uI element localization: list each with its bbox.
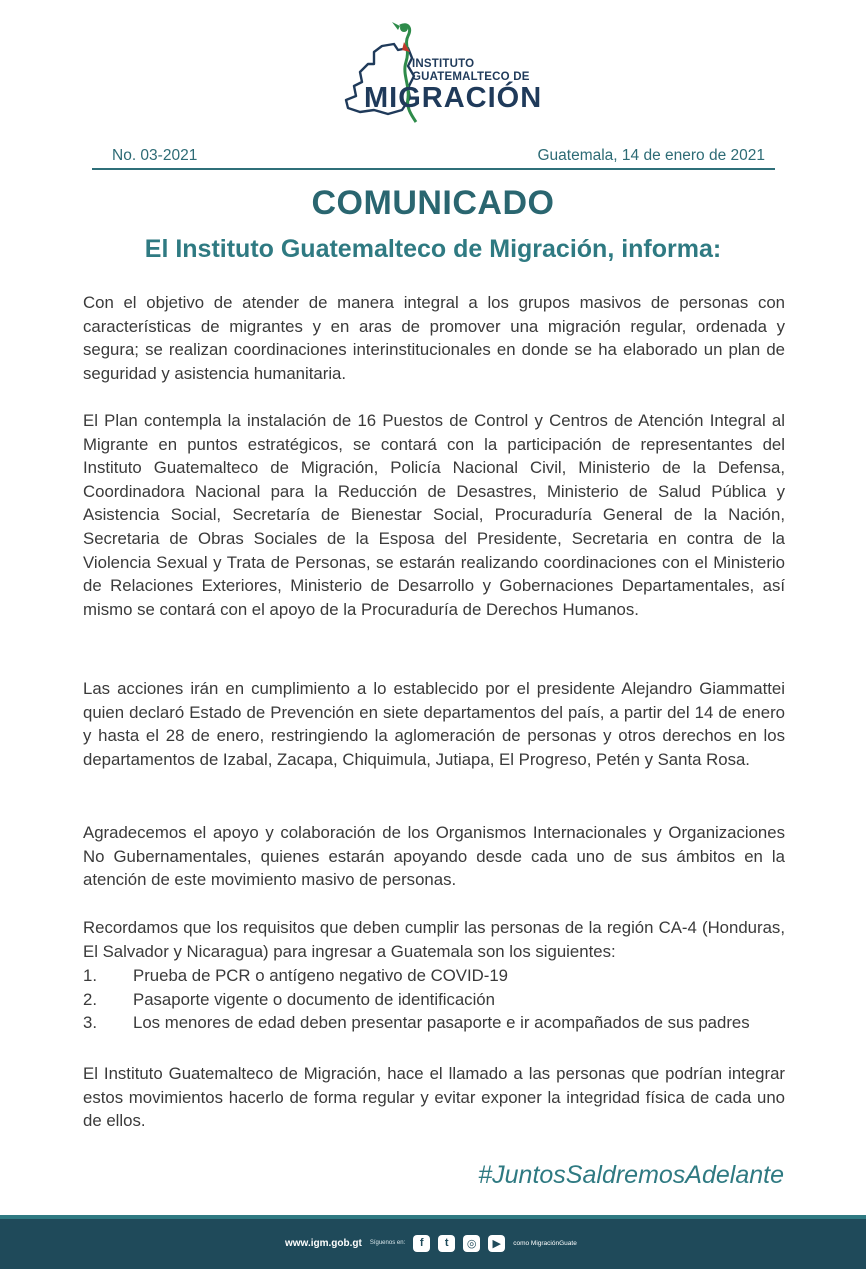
website-link[interactable]: www.igm.gob.gt: [285, 1237, 362, 1249]
instagram-icon[interactable]: ◎: [463, 1235, 480, 1252]
twitter-icon[interactable]: t: [438, 1235, 455, 1252]
paragraph-6: El Instituto Guatemalteco de Migración, hace el llamado a las personas que podrían integrar estos movimientos hacerlo de forma regular y evitar exponer la integridad física de cada uno de ellos.: [83, 1064, 785, 1131]
list-item-number: 2.: [83, 989, 97, 1009]
list-item-text: Pasaporte vigente o documento de identificación: [133, 989, 495, 1009]
footer-content: [285, 1234, 577, 1252]
paragraph-2: El Plan contempla la instalación de 16 Puestos de Control y Centros de Atención Integral al Migrante en puntos estratégicos, se contará con la participación de representantes del Instituto Guatemalteco de Migración, Policía Nacional Civil, Ministerio de la Defensa, Coordinadora Nacional para la Reducción de Desastres, Ministerio de Salud Pública y Asistencia Social, Secretaría de Bienestar Social, Procuraduría General de la Nación, Secretaria de Obras Sociales de la Esposa del Presidente, Secretaria en contra de la Violencia Sexual y Trata de Personas, se estarán realizando coordinaciones con el Ministerio de Relaciones Exteriores, Ministerio de Desarrollo y Gobernaciones Departamentales, así mismo se contará con el apoyo de la Procuraduría de Derechos Humanos.: [83, 411, 785, 619]
document-date: Guatemala, 14 de enero de 2021: [537, 147, 765, 164]
follow-label: Síguenos en:: [369, 1240, 406, 1246]
paragraph-5: Recordamos que los requisitos que deben cumplir las personas de la región CA-4 (Honduras, El Salvador y Nicaragua) para ingresar a Guatemala son los siguientes:: [83, 918, 785, 961]
paragraph-4: Agradecemos el apoyo y colaboración de los Organismos Internacionales y Organizaciones No Gubernamentales, quienes estarán apoyando desde cada uno de sus ámbitos en la atención de este movimiento masivo de personas.: [83, 823, 785, 890]
list-item: [83, 1011, 803, 1035]
paragraph-3: Las acciones irán en cumplimiento a lo establecido por el presidente Alejandro Giammattei quien declaró Estado de Prevención en siete departamentos del país, a partir del 14 de enero y hasta el 28 de enero, restringiendo la aglomeración de personas y otros derechos en los departamentos de Izabal, Zacapa, Chiquimula, Jutiapa, El Progreso, Petén y Santa Rosa.: [83, 679, 785, 769]
requirements-list: [83, 964, 803, 1035]
document-title: COMUNICADO: [311, 184, 555, 222]
list-item: [83, 964, 803, 988]
document-number: No. 03-2021: [112, 147, 198, 164]
social-handle: como MigraciónGuate: [513, 1239, 577, 1247]
paragraph-1: Con el objetivo de atender de manera integral a los grupos masivos de personas con características de migrantes y en aras de promover una migración regular, ordenada y segura; se realizan coordinaciones interinstitucionales en donde se ha elaborado un plan de seguridad y asistencia humanitaria.: [83, 293, 785, 383]
list-item-text: Los menores de edad deben presentar pasaporte e ir acompañados de sus padres: [133, 1013, 750, 1033]
document-subtitle: El Instituto Guatemalteco de Migración, informa:: [144, 235, 722, 263]
list-item-number: 3.: [83, 1013, 97, 1033]
logo-line-2: GUATEMALTECO DE: [412, 71, 530, 83]
logo-line-3: MIGRACIÓN: [364, 82, 543, 114]
igm-logo: [338, 18, 543, 123]
list-item-number: 1.: [83, 966, 97, 985]
footer-stripe: [0, 1215, 866, 1219]
youtube-icon[interactable]: ▶: [488, 1235, 505, 1252]
hashtag: #JuntosSaldremosAdelante: [478, 1161, 784, 1189]
facebook-icon[interactable]: f: [413, 1235, 430, 1252]
list-item: [83, 988, 803, 1012]
document-meta-row: [92, 146, 775, 170]
footer: [0, 1215, 866, 1269]
list-item-text: Prueba de PCR o antígeno negativo de COVID-19: [133, 966, 509, 985]
logo-line-1: INSTITUTO: [412, 58, 475, 70]
